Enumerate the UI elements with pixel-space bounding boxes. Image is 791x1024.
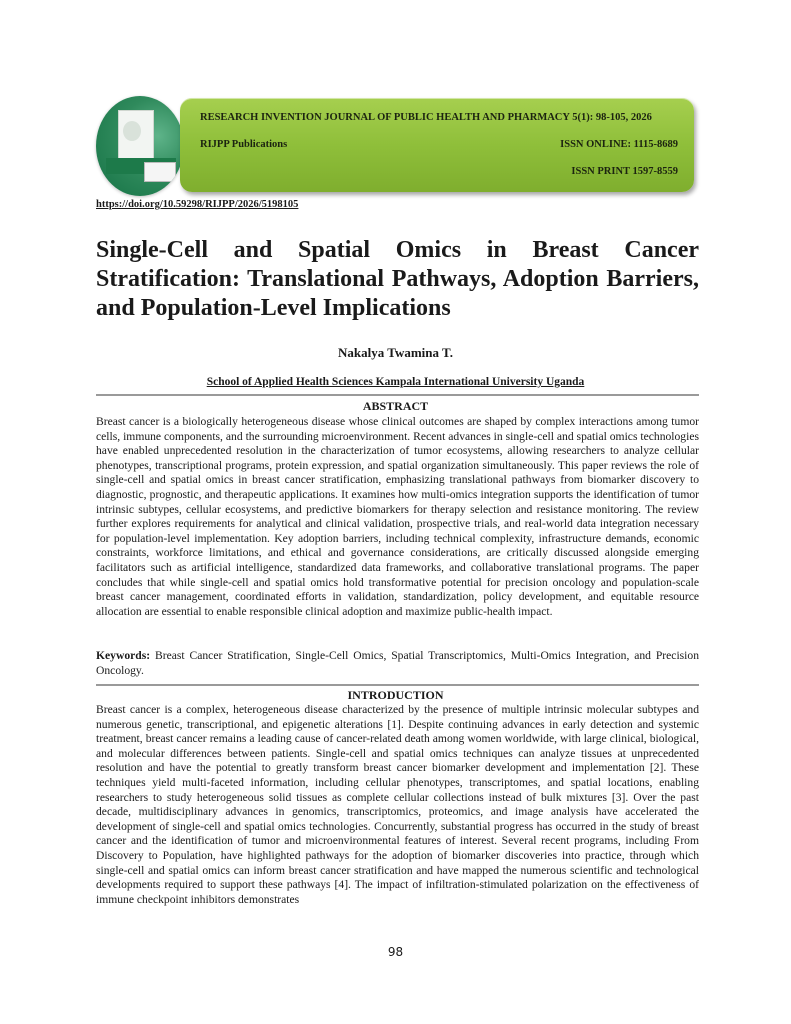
issn-print: ISSN PRINT 1597-8559	[571, 166, 678, 177]
keywords	[96, 649, 699, 678]
section-divider	[96, 394, 699, 396]
article-title: Single-Cell and Spatial Omics in Breast Cancer Stratification: Translational Pathways, Adoption Barriers, and Population-Level Implications	[96, 237, 699, 321]
journal-logo-icon	[96, 96, 184, 196]
abstract-heading: ABSTRACT	[362, 399, 429, 413]
keywords-list: Breast Cancer Stratification, Single-Cell Omics, Spatial Transcriptomics, Multi-Omics Integration, and Precision Oncology.	[96, 649, 699, 677]
page-number: 98	[387, 945, 404, 959]
journal-header-banner	[180, 98, 694, 192]
logo-box-shape	[144, 162, 176, 182]
introduction-heading: INTRODUCTION	[347, 688, 444, 702]
doi-link[interactable]: https://doi.org/10.59298/RIJPP/2026/5198105	[96, 199, 299, 210]
introduction-text: Breast cancer is a complex, heterogeneous disease characterized by the presence of multiple intrinsic molecular subtypes and numerous genetic, transcriptional, and epigenetic alterations [1]. Despite continuing advances in early detection and systemic treatment, breast cancer remains a leading cause of cancer-related death among women worldwide, with large clinical, biological, and molecular differences between patients. Single-cell and spatial omics techniques can analyze tissues at unprecedented resolution and have the potential to greatly transform breast cancer biomarker development and implementation [2]. These techniques yield multi-faceted information, including cellular phenotypes, transcriptomes, and spatial locations, enabling researchers to study heterogeneous solid tissues as complete cellular collections instead of bulk mixtures [3]. Over the past decade, multidisciplinary advances in genomics, transcriptomics, proteomics, and image analysis have accelerated the development of single-cell and spatial omics technologies. Concurrently, substantial progress has occurred in the study of breast cancer and the identification of tumor and microenvironmental features of interest. Several recent programs, including From Discovery to Population, have highlighted pathways for the adoption of biomarker discoveries into practice, through which single-cell and spatial omics can inform breast cancer stratification and have mapped the numerous scientific and technological developments required to support these pathways [4]. The impact of infiltration-stimulated polarization on the effectiveness of immune checkpoint inhibitors demonstrates	[96, 703, 699, 906]
publisher-name: RIJPP Publications	[200, 139, 288, 150]
keywords-label: Keywords:	[96, 649, 151, 662]
author-affiliation: School of Applied Health Sciences Kampala International University Uganda	[206, 376, 585, 388]
section-divider	[96, 684, 699, 686]
abstract-text: Breast cancer is a biologically heterogeneous disease whose clinical outcomes are shaped by complex interactions among tumor cells, immune components, and the surrounding microenvironment. Recent advances in single-cell and spatial omics technologies have enabled unprecedented resolution in the characterization of tumor ecosystems, allowing researchers to analyze cellular phenotypes, transcriptional programs, protein expression, and spatial organization simultaneously. This paper reviews the role of single-cell and spatial omics in breast cancer stratification, emphasizing translational pathways from biomarker discovery to diagnostic, prognostic, and therapeutic applications. It examines how multi-omics integration supports the identification of tumor intrinsic subtypes, cellular ecosystems, and predictive biomarkers for therapy selection and resistance monitoring. The review further explores requirements for analytical and clinical validation, prospective trials, and real-world data integration necessary for population-level implementation. Key adoption barriers, including technical complexity, infrastructure demands, economic constraints, workforce limitations, and ethical and governance considerations, are critically discussed alongside emerging facilitators such as artificial intelligence, standardized data frameworks, and collaborative translational programs. The paper concludes that while single-cell and spatial omics hold transformative potential for precision oncology and population-scale breast cancer management, coordinated efforts in validation, standardization, policy development, and equitable resource allocation are essential to enable responsible clinical adoption and maximize public-health impact.	[96, 415, 699, 618]
journal-citation: RESEARCH INVENTION JOURNAL OF PUBLIC HEALTH AND PHARMACY 5(1): 98-105, 2026	[200, 112, 652, 123]
issn-online: ISSN ONLINE: 1115-8689	[560, 139, 678, 150]
author-name: Nakalya Twamina T.	[338, 345, 453, 360]
